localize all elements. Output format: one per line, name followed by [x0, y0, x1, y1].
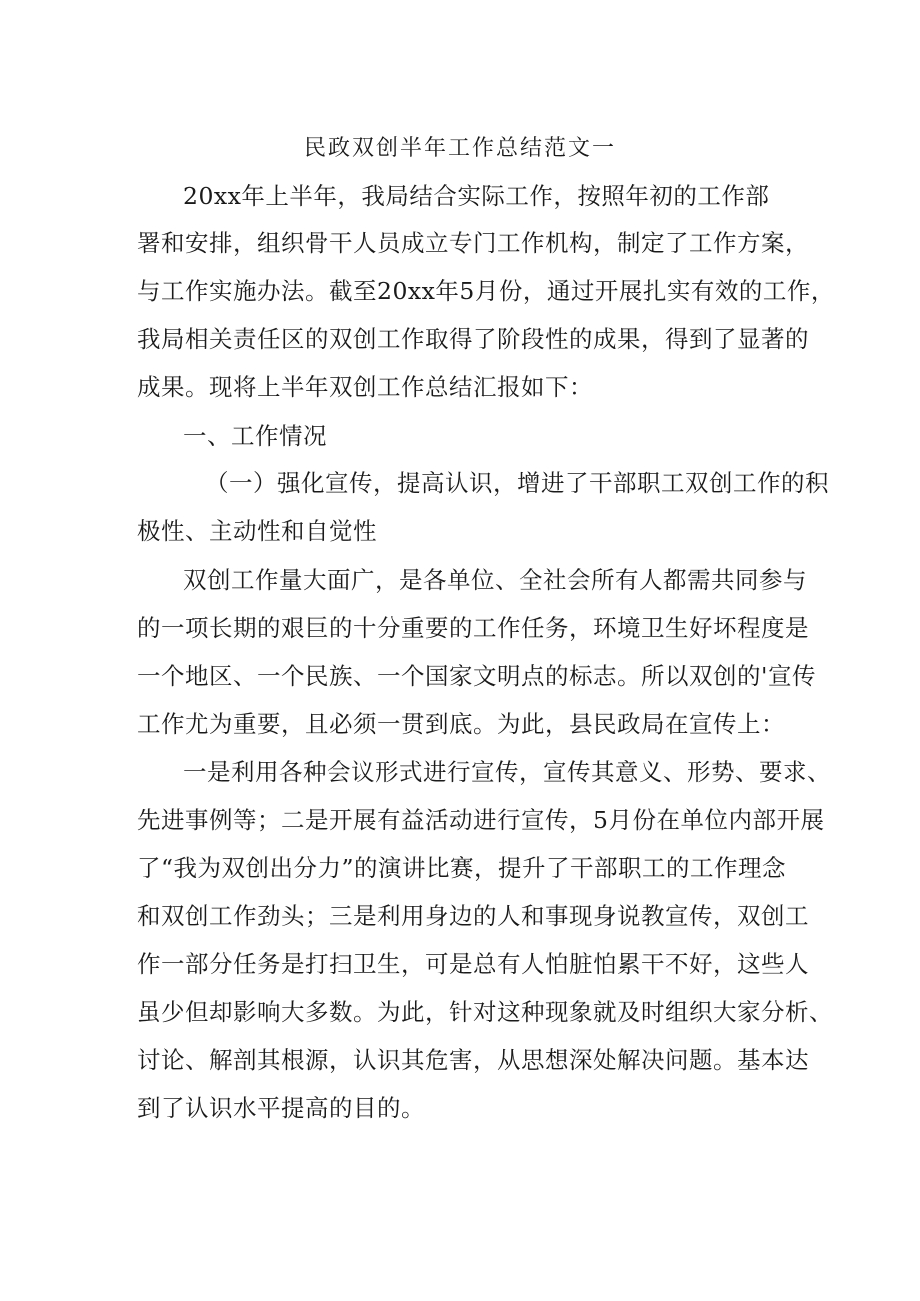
paragraph-line: 了“我为双创出分力”的演讲比赛，提升了干部职工的工作理念: [137, 854, 787, 882]
paragraph-line: 虽少但却影响大多数。为此，针对这种现象就及时组织大家分析、: [137, 998, 833, 1026]
section-heading: 一、工作情况: [183, 422, 327, 450]
paragraph-line: 作一部分任务是打扫卫生，可是总有人怕脏怕累干不好，这些人: [137, 950, 809, 978]
paragraph-line: 与工作实施办法。截至20xx年5月份，通过开展扎实有效的工作，: [137, 277, 835, 305]
subsection-heading: （一）强化宣传，提高认识，增进了干部职工双创工作的积: [205, 469, 829, 497]
paragraph-line: 一是利用各种会议形式进行宣传，宣传其意义、形势、要求、: [183, 758, 831, 786]
paragraph-line: 工作尤为重要，且必须一贯到底。为此，县民政局在宣传上：: [137, 710, 785, 738]
subsection-heading-line: 极性、主动性和自觉性: [137, 517, 377, 545]
paragraph-line: 署和安排，组织骨干人员成立专门工作机构，制定了工作方案，: [137, 229, 809, 257]
paragraph-line: 成果。现将上半年双创工作总结汇报如下：: [137, 373, 593, 401]
paragraph-line: 20xx年上半年，我局结合实际工作，按照年初的工作部: [183, 182, 770, 210]
document-title: 民政双创半年工作总结范文一: [303, 136, 616, 161]
paragraph-line: 先进事例等；二是开展有益活动进行宣传，5月份在单位内部开展: [137, 806, 825, 834]
paragraph-line: 讨论、解剖其根源，认识其危害，从思想深处解决问题。基本达: [137, 1046, 809, 1074]
paragraph-line: 的一项长期的艰巨的十分重要的工作任务，环境卫生好坏程度是: [137, 614, 809, 642]
paragraph-line: 我局相关责任区的双创工作取得了阶段性的成果，得到了显著的: [137, 325, 809, 353]
paragraph-line: 和双创工作劲头；三是利用身边的人和事现身说教宣传，双创工: [137, 902, 809, 930]
paragraph-line: 一个地区、一个民族、一个国家文明点的标志。所以双创的'宣传: [137, 662, 816, 690]
paragraph-line: 到了认识水平提高的目的。: [137, 1094, 425, 1122]
paragraph-line: 双创工作量大面广，是各单位、全社会所有人都需共同参与: [183, 566, 807, 594]
